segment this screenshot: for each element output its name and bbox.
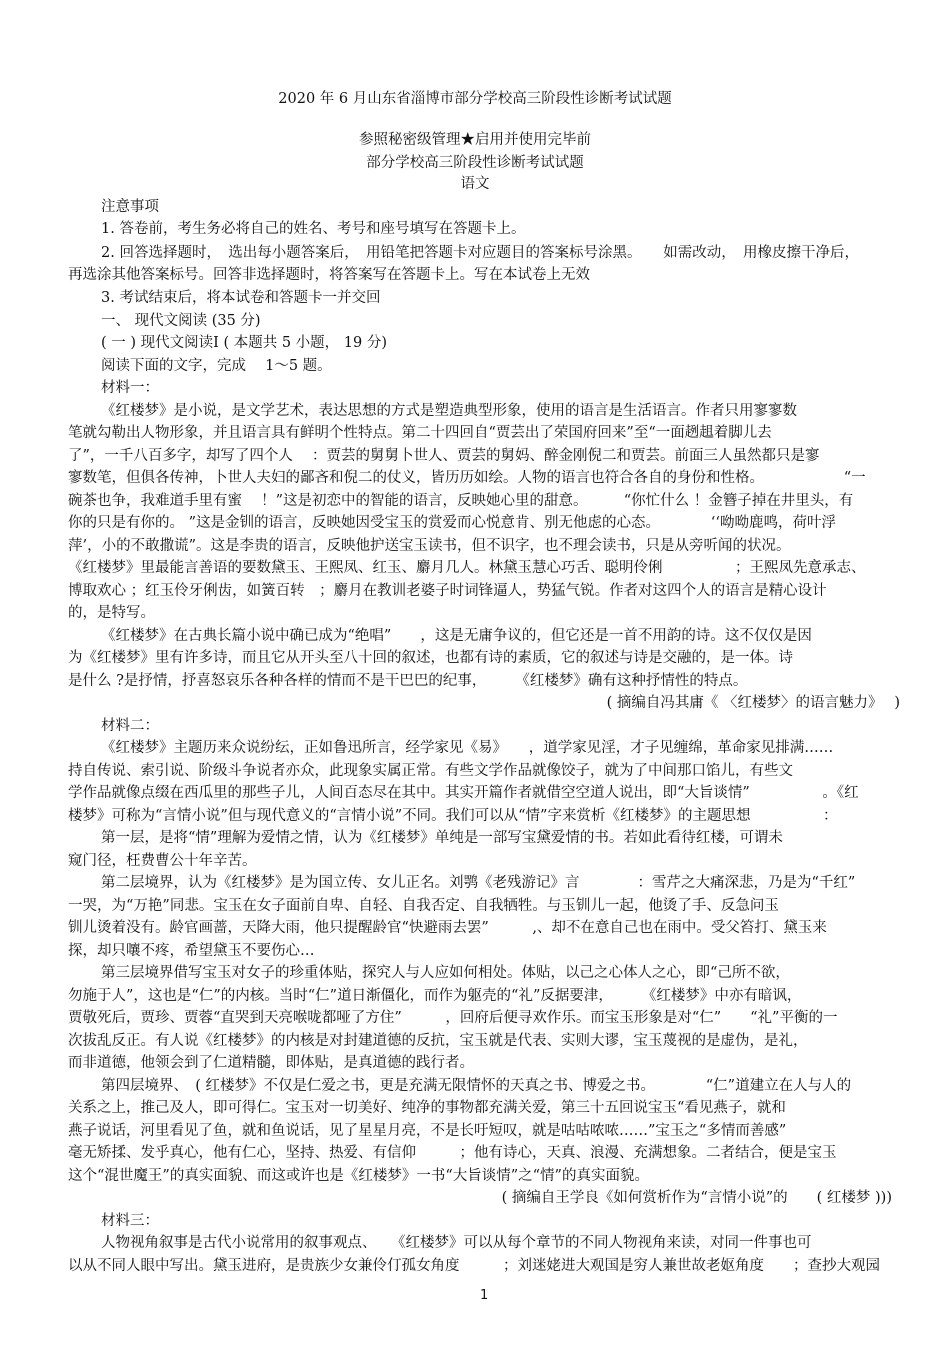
page-number: 1 xyxy=(480,1288,489,1303)
paragraph-line: 毫无矫揉、发乎真心，他有仁心，坚持、热爱、有信仰 ；他有诗心，天真、浪漫、充满想象。二者结合，便是宝玉 xyxy=(68,1145,837,1161)
notice-item-3: 3. 考试结束后，将本试卷和答题卡一并交回 xyxy=(101,290,381,306)
source-citation-1: ( 摘编自冯其庸《 〈红楼梦〉的语言魅力》 ) xyxy=(606,695,900,711)
subsection-heading: ( 一 ) 现代文阅读Ⅰ ( 本题共 5 小题， 19 分) xyxy=(101,335,388,351)
document-title: 2020 年 6 月山东省淄博市部分学校高三阶段性诊断考试试题 xyxy=(278,91,672,107)
paragraph-line: 以从不同人眼中写出。黛玉进府，是贵族少女兼伶仃孤女角度 ；刘迷姥进大观国是穷人兼世故老妪角度 ；查抄大观园 xyxy=(68,1258,880,1274)
notice-item-2-cont: 再选涂其他答案标号。回答非选择题时，将答案写在答题卡上。写在本试卷上无效 xyxy=(68,267,590,283)
paragraph-line: 第二层境界，认为《红楼梦》是为国立传、女儿正名。刘鹗《老残游记》言 ：雪芹之大痛深悲，乃是为“千红” xyxy=(101,875,856,891)
source-citation-2: ( 摘编自王学良《如何赏析作为“言情小说”的 ( 红楼梦 ))) xyxy=(501,1190,892,1206)
paragraph-line: 学作品就像点缀在西瓜里的那些子儿，人间百态尽在其中。其实开篇作者就借空空道人说出，即“大旨谈情” 。《红 xyxy=(68,785,859,801)
paragraph-line: 次拔乱反正。有人说《红楼梦》的内核是对封建道德的反抗，宝玉就是代表、实则大谬，宝玉蔑视的是虚伪，是礼， xyxy=(68,1033,808,1049)
paragraph-line: 而非道德，他领会到了仁道精髓，即体贴，是真道德的践行者。 xyxy=(68,1055,474,1071)
paragraph-line: 《红楼梦》是小说，是文学艺术，表达思想的方式是塑造典型形象，使用的语言是生活语言。作者只用寥寥数 xyxy=(101,403,797,419)
material-1-label: 材料一： xyxy=(101,380,159,396)
exam-title: 部分学校高三阶段性诊断考试试题 xyxy=(366,155,584,171)
reading-instruction: 阅读下面的文字，完成 1～5 题。 xyxy=(101,358,332,374)
paragraph-line: 《红楼梦》在古典长篇小说中确已成为“绝唱” ，这是无庸争议的，但它还是一首不用韵的诗。这不仅仅是因 xyxy=(101,628,812,644)
confidential-notice: 参照秘密级管理★启用并使用完毕前 xyxy=(359,132,591,148)
paragraph-line: 的，是特写。 xyxy=(68,605,155,621)
notice-item-1: 1. 答卷前，考生务必将自己的姓名、考号和座号填写在答题卡上。 xyxy=(101,221,526,237)
paragraph-line: 探，却只嚷不疼，希望黛玉不要伤心… xyxy=(68,943,315,959)
paragraph-line: 关系之上，推己及人，即可得仁。宝玉对一切美好、纯净的事物都充满关爱，第三十五回说宝玉“看见燕子，就和 xyxy=(68,1100,786,1116)
paragraph-line: 博取欢心 ；红玉伶牙俐齿，如簧百转 ；麝月在教训老婆子时词锋逼人，势猛气锐。作者对这四个人的语言是精心设计 xyxy=(68,583,827,599)
paragraph-line: 《红楼梦》主题历来众说纷纭，正如鲁迅所言，经学家见《易》 ，道学家见淫，才子见缠绵，革命家见排满…… xyxy=(101,740,834,756)
notice-item-2: 2. 回答选择题时， 选出每小题答案后， 用铅笔把答题卡对应题目的答案标号涂黑。 如需改动， 用橡皮擦干净后， xyxy=(101,245,859,261)
paragraph-line: 了”，一千八百多字，却写了四个人 ：贾芸的舅舅卜世人、贾芸的舅妈、醉金刚倪二和贾芸。前面三人虽然都只是寥 xyxy=(68,448,820,464)
paragraph-line: 一哭，为“万艳”同悲。宝玉在女子面前自卑、自轻、自我否定、自我牺牲。与玉钏儿一起，他烫了手、反急问玉 xyxy=(68,898,779,914)
paragraph-line: 第三层境界借写宝玉对女子的珍重体贴，探究人与人应如何相处。体贴，以己之心体人之心，即“己所不欲， xyxy=(101,965,790,981)
material-3-label: 材料三： xyxy=(101,1213,159,1229)
paragraph-line: 萍’，小的不敢撒谎”。这是李贵的语言，反映他护送宝玉读书，但不识字，也不理会读书，只是从旁听闻的状况。 xyxy=(68,538,791,554)
paragraph-line: 为《红楼梦》里有许多诗，而且它从开头至八十回的叙述，也都有诗的素质，它的叙述与诗是交融的，是一体。诗 xyxy=(68,650,793,666)
section-heading: 一、 现代文阅读 (35 分) xyxy=(101,313,261,329)
paragraph-line: 钏儿烫着没有。龄官画蔷，天降大雨，他只提醒龄官“快避雨去罢” ,、却不在意自己也在雨中。受父笞打、黛玉来 xyxy=(68,920,827,936)
paragraph-line: 你的只是有你的。 ”这是金钏的语言，反映她因受宝玉的赏爱而心悦意肯、别无他虑的心态。 ‘‘呦呦鹿鸣，荷叶浮 xyxy=(68,515,836,531)
paragraph-line: 是什么 ?是抒情，抒喜怒哀乐各种各样的情而不是干巴巴的纪事， 《红楼梦》确有这种抒情性的特点。 xyxy=(68,673,748,689)
paragraph-line: 持自传说、索引说、阶级斗争说者亦众，此现象实属正常。有些文学作品就像饺子，就为了中间那口馅儿，有些文 xyxy=(68,763,793,779)
paragraph-line: 勿施于人”，这也是“仁”的内核。当时“仁”道日渐僵化，而作为躯壳的“礼”反据要津， 《红楼梦》中亦有暗讽， xyxy=(68,988,802,1004)
paragraph-line: 第四层境界、 ( 红楼梦》不仅是仁爱之书，更是充满无限情怀的天真之书、博爱之书。 “仁”道建立在人与人的 xyxy=(101,1078,852,1094)
paragraph-line: 燕子说话，河里看见了鱼，就和鱼说话，见了星星月亮，不是长吁短叹，就是咕咕哝哝……”宝玉之“多情而善感” xyxy=(68,1123,787,1139)
paragraph-line: 笔就勾勒出人物形象，并且语言具有鲜明个性特点。第二十四回自“贾芸出了荣国府回来”至“一面趔趄着脚儿去 xyxy=(68,425,772,441)
paragraph-line: 人物视角叙事是古代小说常用的叙事观点、 《红楼梦》可以从每个章节的不同人物视角来读，对同一件事也可 xyxy=(101,1235,812,1251)
paragraph-line: 《红楼梦》里最能言善语的要数黛玉、王熙凤、红玉、麝月几人。林黛玉慧心巧舌、聪明伶俐 ；王熙凤先意承志、 xyxy=(68,560,866,576)
paragraph-line: 窥门径，枉费曹公十年辛苦。 xyxy=(68,853,257,869)
paragraph-line: 贾敬死后，贾珍、贾蓉“直哭到天亮喉咙都哑了方住” ，回府后便寻欢作乐。而宝玉形象是对“仁” “礼”平衡的一 xyxy=(68,1010,838,1026)
material-2-label: 材料二： xyxy=(101,718,159,734)
paragraph-line: 这个“混世魔王”的真实面貌、而这或许也是《红楼梦》一书“大旨谈情”之“情”的真实面貌。 xyxy=(68,1168,649,1184)
notice-heading: 注意事项 xyxy=(101,199,159,215)
paragraph-line: 楼梦》可称为“言情小说”但与现代意义的“言情小说”不同。我们可以从“情”字来赏析《红楼梦》的主题思想 ： xyxy=(68,808,838,824)
paragraph-line: 寥数笔，但俱各传神，卜世人夫妇的鄙吝和倪二的仗义，皆历历如绘。人物的语言也符合各自的身份和性格。 “一 xyxy=(68,470,866,486)
paragraph-line: 碗茶也争，我难道手里有蜜 ！”这是初恋中的智能的语言，反映她心里的甜意。 “你忙什么 ！金簪子掉在井里头，有 xyxy=(68,493,854,509)
paragraph-line: 第一层，是将“情”理解为爱情之情，认为《红楼梦》单纯是一部写宝黛爱情的书。若如此看待红楼，可谓未 xyxy=(101,830,783,846)
subject-title: 语文 xyxy=(460,176,490,192)
